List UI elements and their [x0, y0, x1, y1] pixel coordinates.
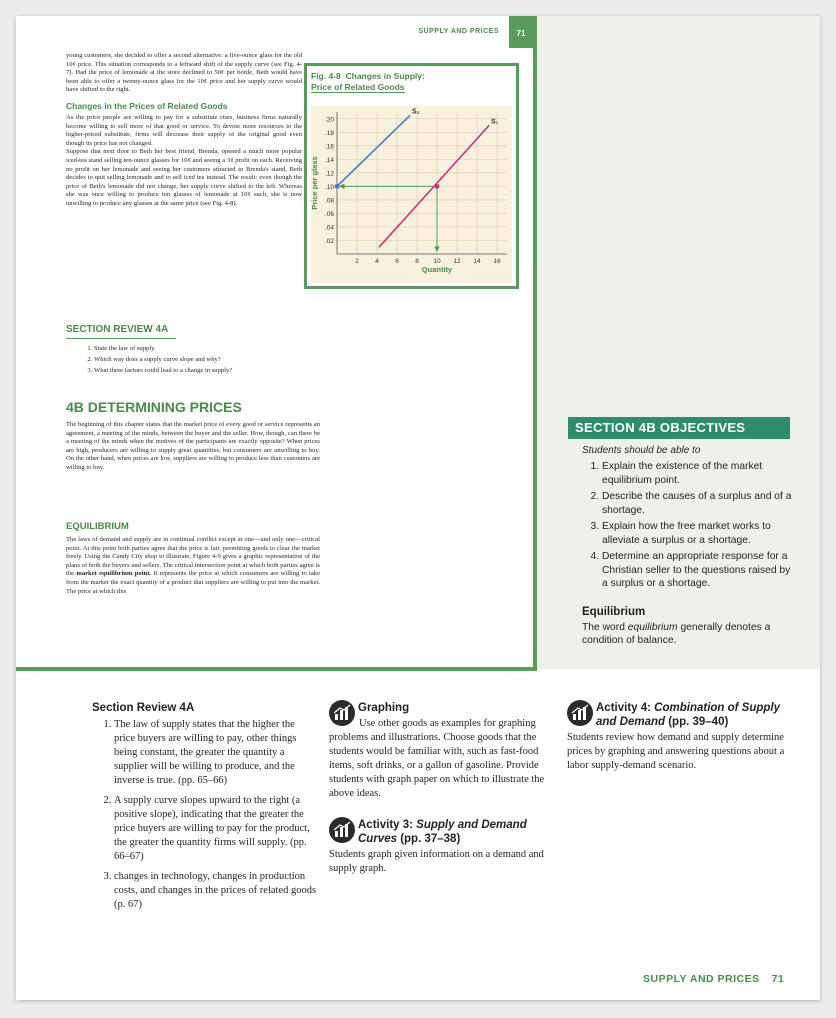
- section-review-item: 1. State the law of supply.: [94, 343, 320, 354]
- x-tick-label: 4: [375, 258, 379, 265]
- review-answers-title: Section Review 4A: [92, 702, 195, 714]
- supply-chart: [311, 106, 512, 283]
- activity4-title: [596, 700, 792, 729]
- y-tick-label: .10: [324, 183, 334, 191]
- equilibrium-paragraph: [66, 536, 320, 596]
- y-tick-label: .02: [324, 237, 334, 245]
- intro-paragraph: young customers, she decided to offer a second alternative: a five-ounce glass for the old 10¢ price. This situation corresponds to a leftward shift of the supply curve (see Fig. 4-7). Had the price of lemonade at the store declined to 50¢ per bottle, Beth would have been able to offer a twenty-ounce glass for the 10¢ price and her supply curve would have shifted to the right.: [66, 52, 302, 94]
- y-tick-label: .20: [324, 116, 334, 124]
- data-point: [435, 184, 440, 189]
- x-tick-label: 12: [453, 258, 461, 265]
- sidebar-eq-term: equilibrium: [627, 622, 678, 633]
- objective-item: 1. Explain the existence of the market equilibrium point.: [602, 460, 792, 487]
- chart-activity-icon: [567, 700, 593, 726]
- objective-item: 4. Determine an appropriate response for a Christian seller to the questions raised by a surplus or a shortage.: [602, 550, 792, 591]
- vertical-divider: [533, 16, 537, 671]
- sidebar-eq-text-2: generally denotes a condition of balance.: [582, 622, 771, 646]
- equilibrium-section: [66, 521, 320, 596]
- y-tick-label: .14: [324, 156, 334, 164]
- activity4-prefix: Activity 4:: [596, 702, 655, 714]
- activity3-pages: (pp. 37–38): [397, 833, 461, 845]
- related-goods-paragraph-1: As the price people are willing to pay for a substitute rises, business firms naturally become willing to sell more of that good or service. To devote more resources to the higher-priced substitute, firms will decrease their supply of the original good even though its price has not changed.: [66, 113, 302, 147]
- figure-4-8: [304, 63, 519, 289]
- activity4-header: [567, 700, 792, 729]
- activity3-header: [329, 817, 552, 846]
- activity3-title: [358, 817, 552, 846]
- horizontal-divider: [16, 667, 537, 671]
- figure-title: [311, 71, 425, 93]
- running-title: SUPPLY AND PRICES: [418, 28, 499, 35]
- equilibrium-term: market equilibrium point.: [76, 570, 152, 578]
- header-page-number: 71: [509, 16, 533, 48]
- x-tick-label: 10: [433, 258, 441, 265]
- x-tick-label: 8: [415, 258, 419, 265]
- equilibrium-heading: EQUILIBRIUM: [66, 521, 129, 532]
- y-tick-label: .04: [324, 224, 334, 232]
- section-review-item: 2. Which way does a supply curve slope and why?: [94, 354, 320, 365]
- series-label: S₂: [412, 108, 420, 116]
- top-text-column: [66, 52, 302, 209]
- related-goods-paragraph-2: Suppose that next door to Beth her best friend, Brenda, opened a much more popular iced-tea stand selling ten-ounce glasses for 10¢ and seeing a 3¢ profit on each. Receiving no profit on her lemonade and seeing her customers attracted to Brenda's stand, Beth decides to quit selling lemonade and to sell iced tea instead. The result: even though the price of Beth's lemonade did not change, her supply curve shifted to the left. Whereas she was once willing to produce ten glasses of lemonade at 10¢ each, she is now unwilling to produce any glasses at the same price (see Fig. 4-8).: [66, 148, 302, 207]
- activity3-text: Students graph given information on a demand and supply graph.: [329, 849, 544, 874]
- running-header: [316, 16, 533, 48]
- y-tick-label: .12: [324, 170, 334, 178]
- page: [16, 16, 820, 1000]
- section-review-4a: [66, 324, 320, 376]
- review-answers-list: [92, 718, 317, 912]
- figure-title-line1: Changes in Supply:: [345, 71, 425, 81]
- supply-curve-s2: [337, 115, 410, 186]
- objective-item: 2. Describe the causes of a surplus and of a shortage.: [602, 490, 792, 517]
- series-label: S₁: [491, 118, 499, 126]
- y-tick-label: .08: [324, 197, 334, 205]
- sidebar-eq-text-1: The word: [582, 622, 628, 633]
- objectives-subtitle: Students should be able to: [582, 445, 701, 456]
- footer-title: SUPPLY AND PRICES: [643, 973, 760, 985]
- graphing-title: Graphing: [358, 702, 410, 714]
- chart-activity-icon: [329, 817, 355, 843]
- y-tick-label: .16: [324, 143, 334, 151]
- equilibrium-text-2: It represents the price at which consumers are willing to take from the market the exact quantity of a product that suppliers are willing to put into the market. The price at which this: [66, 570, 321, 595]
- graphing-and-activity3: [329, 700, 552, 876]
- activity4: [567, 700, 792, 773]
- section-review-title: SECTION REVIEW 4A: [66, 324, 176, 339]
- review-answers: [92, 702, 317, 918]
- activity3-name: Supply and Demand Curves: [358, 819, 527, 845]
- activity4-name: Combination of Supply and Demand: [596, 702, 781, 728]
- related-goods-heading: Changes in the Prices of Related Goods: [66, 100, 228, 111]
- activity4-text: Students review how demand and supply determine prices by graphing and answering questions about a labor supply-demand scenario.: [567, 732, 785, 771]
- y-tick-label: .18: [324, 129, 334, 137]
- section-4b: [66, 399, 320, 473]
- x-tick-label: 16: [493, 258, 501, 265]
- equilibrium-text-1: The laws of demand and supply are in continual conflict except at one—and only one—critical point. At this point both parties agree that the price is fair, permitting goods to clear the market freely. Using the Candy City shop to illustrate, Figure 4-9 gives a graphic representation of the plans of both the buyers and sellers. The critical intersection point at which both parties agree is the: [66, 536, 320, 578]
- section-review-item: 3. What three factors could lead to a change in supply?: [94, 365, 320, 376]
- chart-plot-area: [311, 106, 512, 283]
- chart-activity-icon: [329, 700, 355, 726]
- x-tick-label: 6: [395, 258, 399, 265]
- objectives-title: SECTION 4B OBJECTIVES: [568, 417, 790, 439]
- y-tick-label: .06: [324, 210, 334, 218]
- y-axis-label: Price per glass: [310, 156, 319, 210]
- activity3-prefix: Activity 3:: [358, 819, 417, 831]
- x-tick-label: 14: [473, 258, 481, 265]
- page-footer: [643, 973, 784, 985]
- figure-title-line2: Price of Related Goods: [311, 82, 405, 92]
- review-answer: 2. A supply curve slopes upward to the right (a positive slope), indicating that the greater the price buyers are willing to pay for the product, the greater the quantity firms will supply. (pp. 66–67): [114, 794, 317, 864]
- review-answer: 3. changes in technology, changes in production costs, and changes in the prices of related goods (p. 67): [114, 870, 317, 912]
- x-tick-label: 2: [355, 258, 359, 265]
- review-answer: 1. The law of supply states that the higher the price buyers are willing to pay, other things being constant, the greater the quantity a supplier will be willing to produce, and the inverse is true. (pp. 65–66): [114, 718, 317, 788]
- sidebar-equilibrium-text: [582, 621, 792, 647]
- objective-item: 3. Explain how the free market works to alleviate a surplus or a shortage.: [602, 520, 792, 547]
- section-review-list: [66, 343, 320, 376]
- activity4-pages: (pp. 39–40): [665, 716, 729, 728]
- sidebar-equilibrium-title: Equilibrium: [582, 606, 646, 618]
- footer-page-number: 71: [771, 973, 785, 985]
- objectives-list: [582, 460, 792, 594]
- section-4b-heading: 4B DETERMINING PRICES: [66, 399, 242, 415]
- x-axis-label: Quantity: [421, 265, 453, 274]
- figure-label: Fig. 4-8: [311, 71, 341, 81]
- data-point: [335, 184, 340, 189]
- section-4b-paragraph: The beginning of this chapter states that the market price of every good or service represents an agreement, a meeting of the minds, between the buyer and the seller. How, though, can there be a meeting of the minds when the motives of the participants are exactly opposite? When prices are high, producers are willing to supply great quantities, but consumers are unwilling to buy. On the other hand, when prices are low, suppliers are willing to produce less than customers are willing to buy.: [66, 421, 320, 471]
- graphing-text: Use other goods as examples for graphing problems and illustrations. Choose goods that the students would be familiar with, such as fast-food items, soft drinks, or a gallon of gasoline. Provide students with graph paper on which to illustrate the above ideas.: [329, 718, 545, 799]
